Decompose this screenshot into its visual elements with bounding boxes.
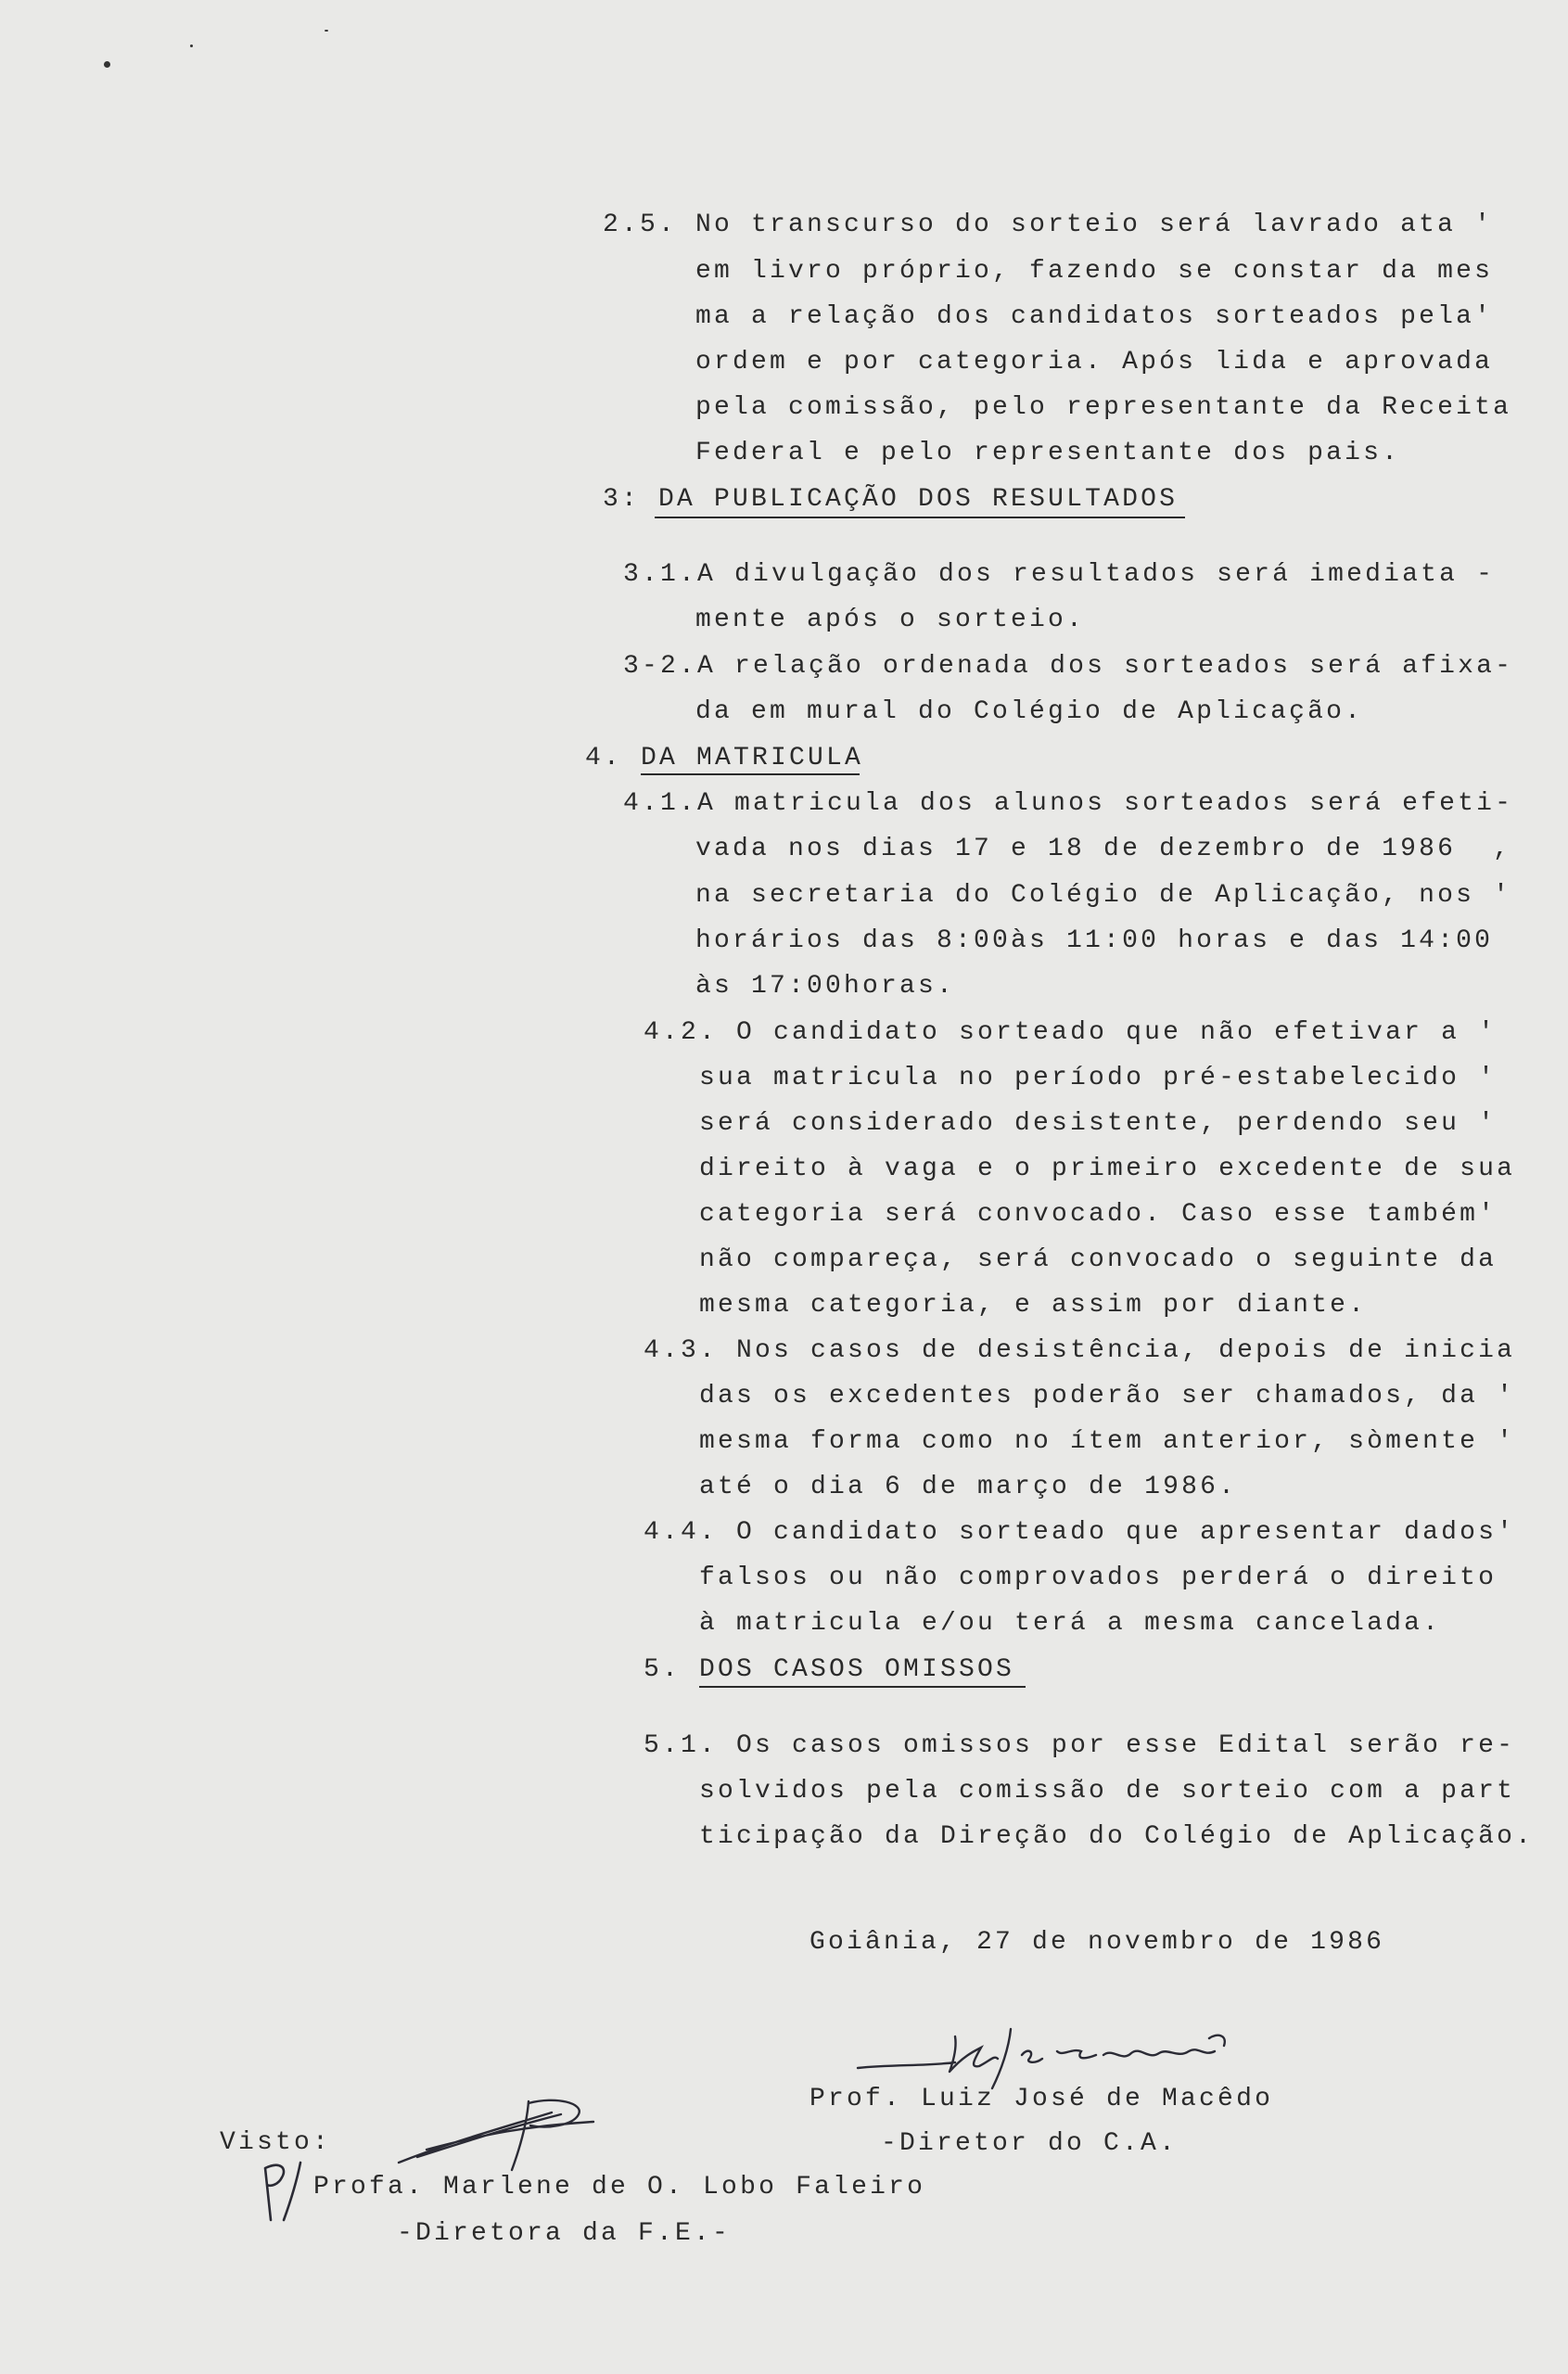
text-line: categoria será convocado. Caso esse também' <box>699 1200 1498 1229</box>
text-line: horários das 8:00às 11:00 horas e das 14:00 <box>695 926 1494 955</box>
section-heading-publicacao: 3: DA PUBLICAÇÃO DOS RESULTADOS <box>603 485 1179 514</box>
text-line: mesma forma como no ítem anterior, sòmente ' <box>699 1427 1516 1456</box>
text-line: vada nos dias 17 e 18 de dezembro de 1986 , <box>695 835 1512 863</box>
text-line: mente após o sorteio. <box>695 606 1086 634</box>
text-line: 3-2.A relação ordenada dos sorteados será afixa- <box>623 652 1514 681</box>
text-line: 5.1. Os casos omissos por esse Edital serão re- <box>644 1731 1516 1760</box>
visto-signatory-title: -Diretora da F.E.- <box>397 2219 732 2248</box>
text-line: pela comissão, pelo representante da Receita <box>695 393 1512 422</box>
section-heading-casos-omissos: 5. DOS CASOS OMISSOS <box>644 1655 1015 1684</box>
text-line: será considerado desistente, perdendo seu ' <box>699 1109 1498 1138</box>
heading-underline <box>699 1686 1026 1688</box>
text-line: 3.1.A divulgação dos resultados será imediata - <box>623 560 1496 589</box>
text-line: 4.1.A matricula dos alunos sorteados será efeti- <box>623 789 1514 818</box>
text-line: 4.3. Nos casos de desistência, depois de inicia <box>644 1336 1516 1365</box>
handwritten-initial-icon <box>260 2159 315 2224</box>
text-line: 4.4. O candidato sorteado que apresentar dados' <box>644 1518 1516 1547</box>
section-heading-matricula: 4. DA MATRICULA <box>585 744 864 772</box>
heading-underline <box>655 517 1185 518</box>
text-line: 2.5. No transcurso do sorteio será lavrado ata ' <box>603 211 1494 239</box>
handwritten-signature <box>853 2010 1280 2094</box>
text-line: em livro próprio, fazendo se constar da mes <box>695 257 1494 286</box>
visto-label: Visto: <box>220 2128 332 2157</box>
text-line: na secretaria do Colégio de Aplicação, nos ' <box>695 881 1512 910</box>
paper-speck <box>325 30 328 32</box>
text-line: até o dia 6 de março de 1986. <box>699 1473 1238 1501</box>
date-line: Goiânia, 27 de novembro de 1986 <box>809 1928 1385 1957</box>
visto-signatory-name: Profa. Marlene de O. Lobo Faleiro <box>313 2173 926 2202</box>
text-line: ticipação da Direção do Colégio de Aplicação. <box>699 1822 1535 1851</box>
text-line: solvidos pela comissão de sorteio com a part <box>699 1777 1516 1806</box>
text-line: não compareça, será convocado o seguinte da <box>699 1245 1498 1274</box>
text-line: direito à vaga e o primeiro excedente de sua <box>699 1155 1516 1183</box>
text-line: sua matricula no período pré-estabelecido ' <box>699 1064 1498 1092</box>
paper-speck <box>190 45 193 47</box>
text-line: falsos ou não comprovados perderá o direito <box>699 1564 1498 1592</box>
text-line: ma a relação dos candidatos sorteados pela' <box>695 302 1494 331</box>
text-line: às 17:00horas. <box>695 972 956 1001</box>
handwritten-signature <box>389 2098 612 2172</box>
text-line: à matricula e/ou terá a mesma cancelada. <box>699 1609 1442 1638</box>
text-line: ordem e por categoria. Após lida e aprovada <box>695 348 1494 377</box>
heading-underline <box>641 773 860 775</box>
text-line: das os excedentes poderão ser chamados, da ' <box>699 1382 1516 1410</box>
text-line: mesma categoria, e assim por diante. <box>699 1291 1368 1320</box>
director-name: Prof. Luiz José de Macêdo <box>809 2085 1274 2113</box>
text-line: 4.2. O candidato sorteado que não efetivar a ' <box>644 1018 1498 1047</box>
director-title: -Diretor do C.A. <box>881 2129 1179 2158</box>
text-line: da em mural do Colégio de Aplicação. <box>695 697 1364 726</box>
paper-speck <box>104 61 110 68</box>
text-line: Federal e pelo representante dos pais. <box>695 439 1401 467</box>
